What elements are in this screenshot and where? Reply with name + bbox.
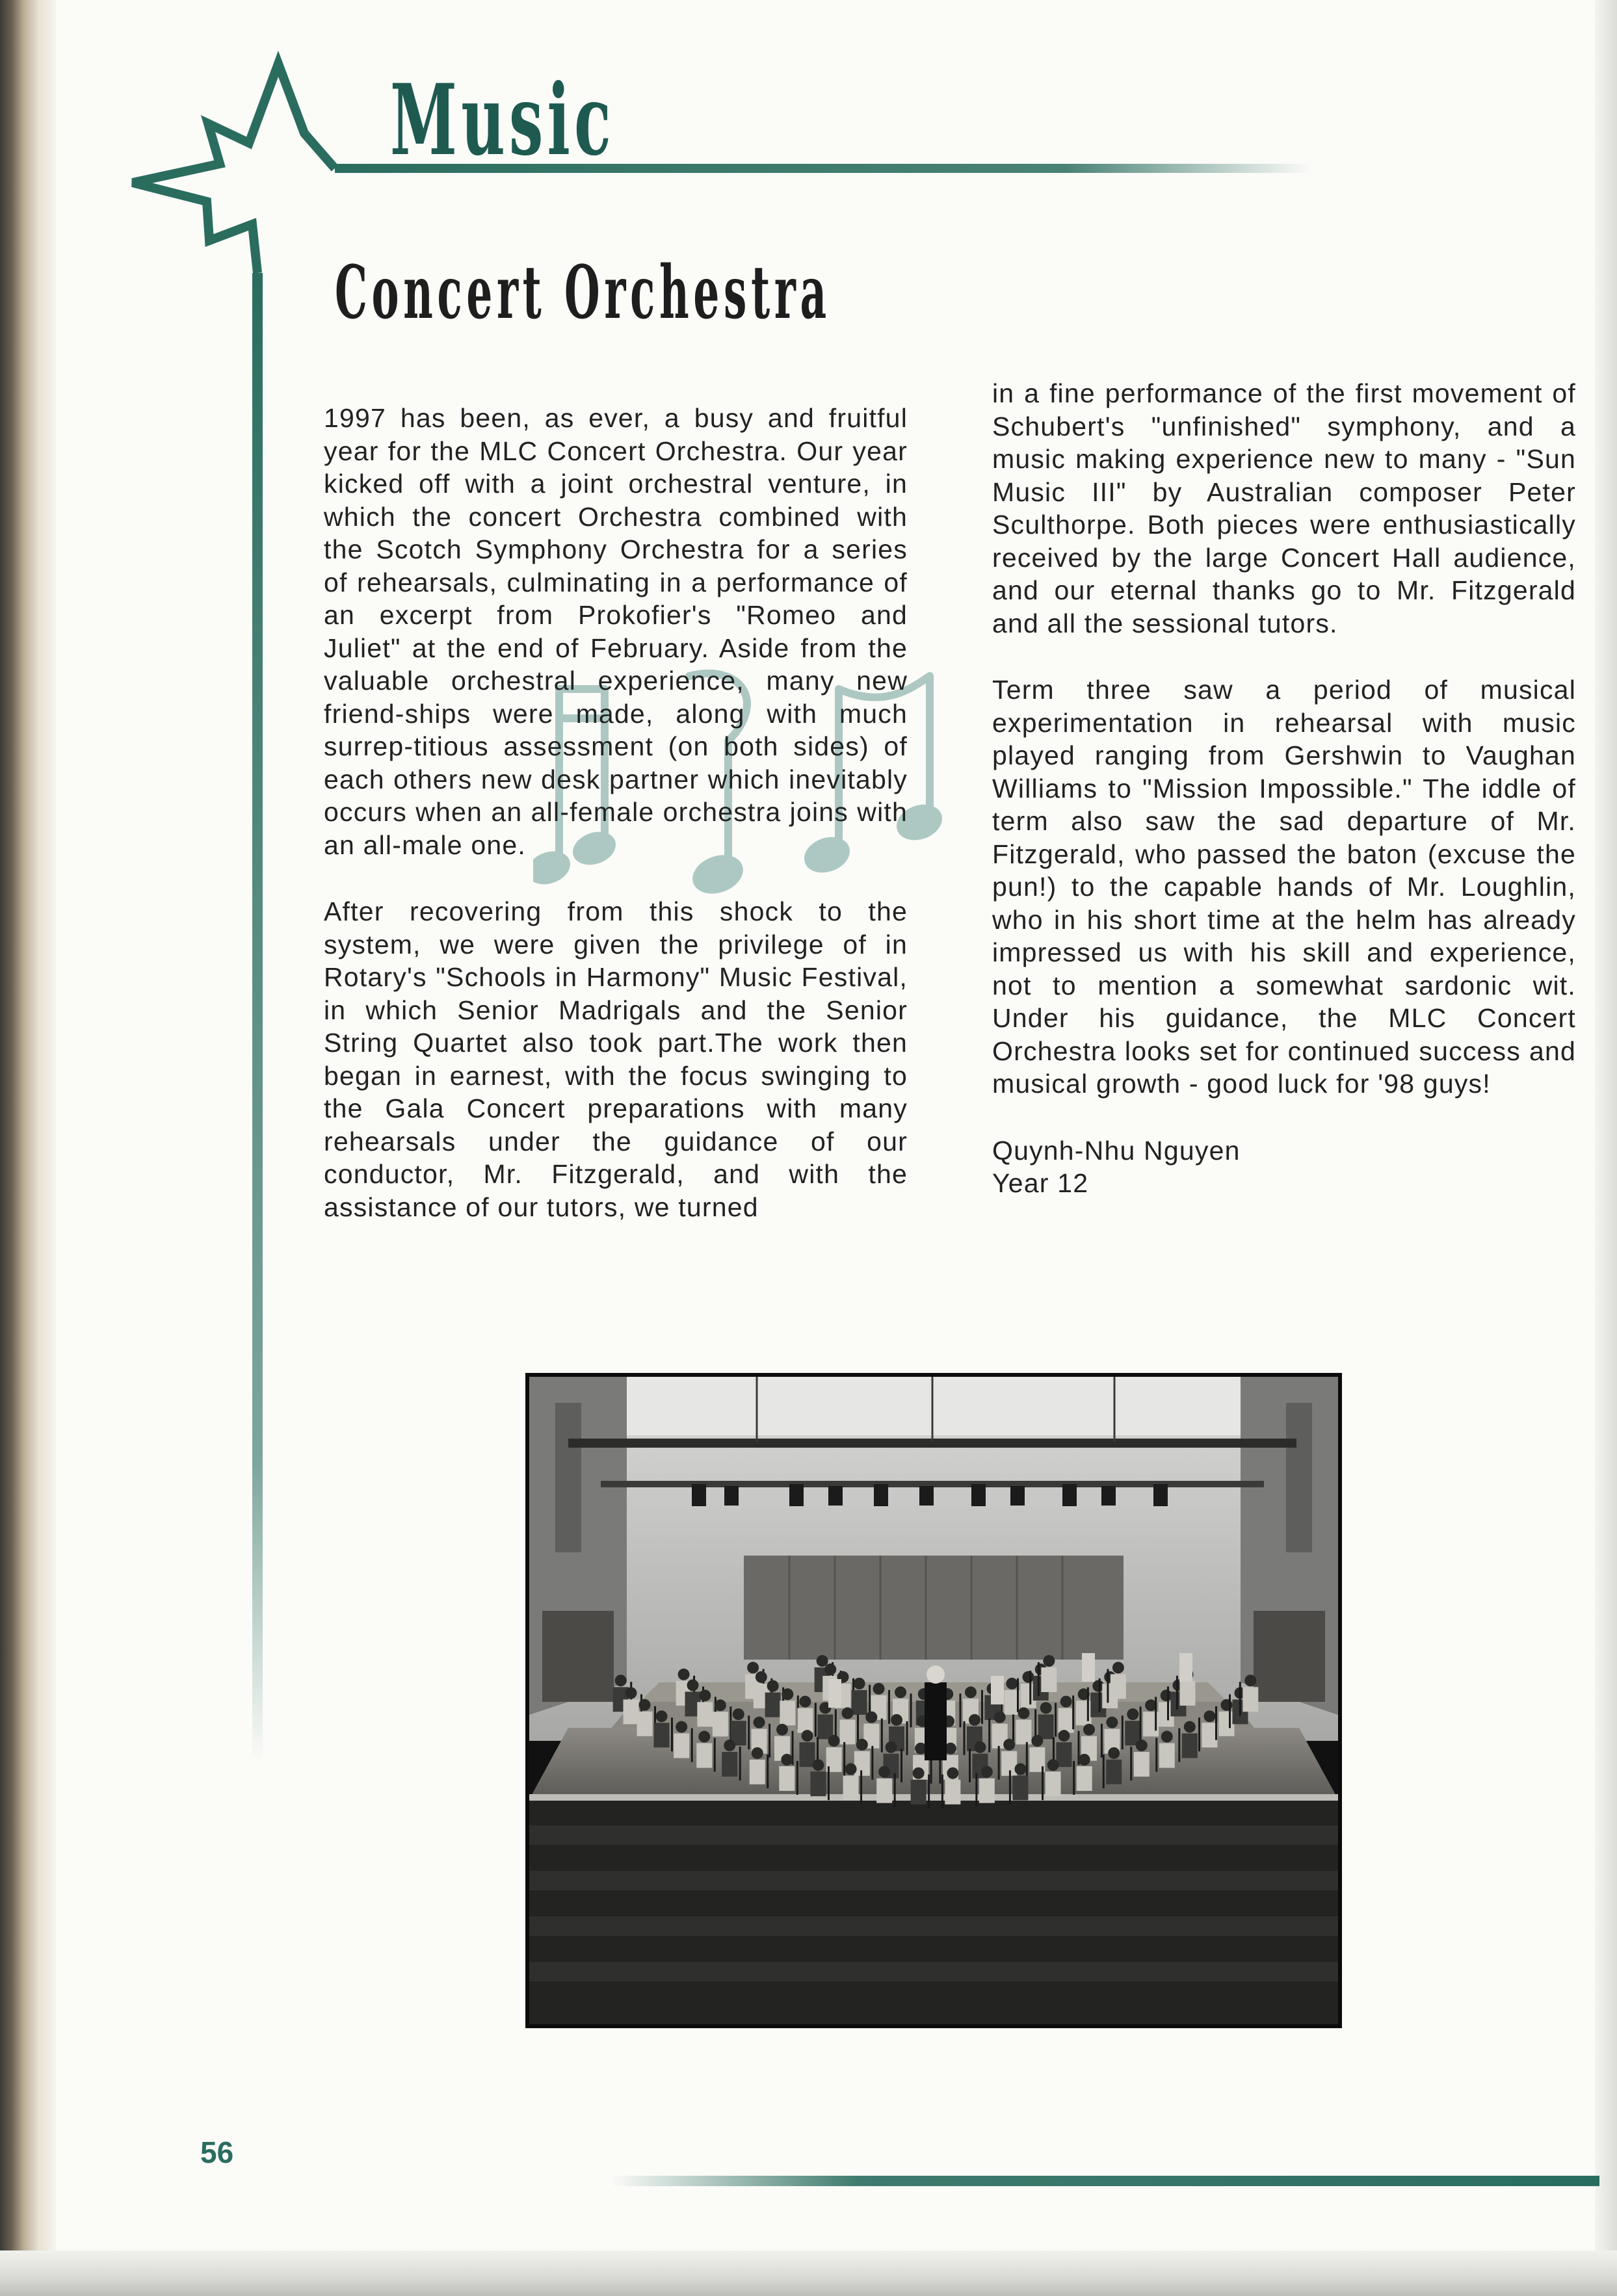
orchestra-player xyxy=(828,1679,841,1708)
orchestra-player-head xyxy=(799,1696,811,1708)
orchestra-player xyxy=(1159,1743,1175,1768)
orchestra-player xyxy=(852,1690,867,1715)
orchestra-player xyxy=(1045,1771,1061,1796)
orchestra-player-head xyxy=(639,1699,651,1711)
orchestra-player xyxy=(674,1734,689,1758)
orchestra-player xyxy=(1242,1687,1258,1712)
author-year: Year 12 xyxy=(992,1168,1089,1198)
orchestra-player xyxy=(876,1779,892,1803)
orchestra-player xyxy=(780,1701,795,1725)
orchestra-player-head xyxy=(1079,1754,1090,1766)
orchestra-player xyxy=(1077,1766,1092,1791)
orchestra-player-head xyxy=(776,1724,788,1736)
orchestra-player-head xyxy=(842,1707,854,1719)
orchestra-player-head xyxy=(994,1712,1006,1723)
orchestra-player-head xyxy=(854,1678,865,1689)
orchestra-player xyxy=(810,1771,826,1796)
orchestra-player xyxy=(945,1780,960,1805)
orchestra-player-head xyxy=(885,1742,897,1753)
orchestra-player xyxy=(840,1719,856,1744)
orchestra-player-head xyxy=(754,1717,765,1729)
orchestra-player xyxy=(979,1779,995,1803)
orchestra-player xyxy=(797,1708,813,1733)
orchestra-player xyxy=(654,1723,670,1747)
orchestra-player-head xyxy=(782,1688,793,1700)
orchestra-player xyxy=(1182,1734,1198,1758)
orchestra-player-head xyxy=(828,1735,840,1747)
orchestra-player xyxy=(1012,1775,1028,1800)
orchestra-player-head xyxy=(715,1699,726,1711)
article-column-right xyxy=(992,377,1576,1200)
orchestra-player xyxy=(696,1743,712,1768)
orchestra-photo xyxy=(525,1373,1342,2028)
orchestra-player xyxy=(1058,1708,1074,1733)
orchestra-player-head xyxy=(856,1739,868,1751)
orchestra-player-head xyxy=(698,1731,710,1743)
orchestra-player-head xyxy=(802,1730,813,1742)
orchestra-player-head xyxy=(1043,1655,1055,1667)
orchestra-player xyxy=(750,1760,765,1784)
orchestra-player xyxy=(991,1676,1004,1704)
orchestra-player-head xyxy=(878,1766,890,1778)
orchestra-player xyxy=(1076,1701,1092,1725)
orchestra-player xyxy=(1016,1719,1031,1744)
orchestra-player xyxy=(765,1693,781,1717)
orchestra-player-head xyxy=(1058,1730,1070,1742)
orchestra-player-head xyxy=(824,1663,836,1675)
orchestra-player-head xyxy=(913,1768,925,1779)
orchestra-player-head xyxy=(1184,1721,1196,1733)
orchestra-player-head xyxy=(812,1759,824,1771)
orchestra-player xyxy=(697,1702,713,1727)
orchestra-player-head xyxy=(947,1768,958,1779)
orchestra-player-head xyxy=(817,1655,828,1667)
orchestra-player-head xyxy=(1161,1731,1173,1743)
orchestra-player xyxy=(779,1766,795,1791)
orchestra-player-head xyxy=(1136,1740,1148,1751)
orchestra-player-head xyxy=(1161,1689,1172,1701)
orchestra-player-head xyxy=(1003,1739,1015,1751)
orchestra-player-head xyxy=(865,1712,877,1723)
orchestra-player-head xyxy=(678,1669,690,1680)
orchestra-player xyxy=(1179,1653,1192,1682)
author-name: Quynh-Nhu Nguyen xyxy=(992,1135,1241,1166)
orchestra-player-head xyxy=(873,1683,885,1695)
orchestra-player xyxy=(1038,1714,1054,1739)
orchestra-player xyxy=(624,1699,639,1724)
orchestra-player xyxy=(1134,1752,1150,1777)
orchestra-player-head xyxy=(1083,1724,1095,1736)
orchestra-player xyxy=(1041,1667,1057,1692)
orchestra-player-head xyxy=(699,1689,711,1701)
orchestra-player xyxy=(1111,1674,1126,1699)
article-title: Concert Orchestra xyxy=(335,250,831,335)
orchestra-player-head xyxy=(1022,1671,1034,1683)
orchestra-player-head xyxy=(1014,1763,1026,1775)
orchestra-player-head xyxy=(975,1742,986,1753)
article-column-left xyxy=(324,402,908,1223)
orchestra-player-head xyxy=(752,1747,763,1759)
orchestra-player-head xyxy=(1006,1678,1018,1689)
orchestra-player xyxy=(1179,1681,1195,1706)
orchestra-player xyxy=(1218,1712,1234,1736)
orchestra-player xyxy=(911,1780,927,1805)
paragraph: 1997 has been, as ever, a busy and fruitful year for the MLC Concert Orchestra. Our year kicked off with a joint orchestral venture, in which the concert Orchestra combined with the Scotch Symphony Orchestra for a series of rehearsals, culminating in a performance of an excerpt from Prokofier's "Romeo and Juliet" at the end of February. Aside from the valuable orchestral experience, many new friend-ships were made, along with much surrep-titious assessment (on both sides) of each others new desk partner which inevitably occurs when an all-female orchestra joins with an all-male one. xyxy=(324,403,908,860)
orchestra-player xyxy=(1082,1653,1095,1682)
orchestra-player-head xyxy=(615,1675,627,1686)
orchestra-player-head xyxy=(1018,1707,1029,1719)
page-number: 56 xyxy=(200,2135,234,2169)
paragraph: After recovering from this shock to the system, we were given the privilege of in Rotary's "Schools in Harmony" Music Festival, in which Senior Madrigals and the Senior String Quartet also took part.The work then began in earnest, with the focus swinging to the Gala Concert preparations with many rehearsals under the guidance of our conductor, Mr. Fitzgerald, and with the assistance of our tutors, we turned xyxy=(324,896,908,1222)
orchestra-player-head xyxy=(1203,1710,1215,1722)
paragraph: in a fine performance of the first movement of Schubert's "unfinished" symphony, and a music making experience new to many - "Sun Music III" by Australian composer Peter Sculthorpe. Both pieces were enthusiastically received by the large Concert Hall audience, and our eternal thanks go to Mr. Fitzgerald and all the sessional tutors. xyxy=(992,378,1576,638)
orchestra-player-head xyxy=(676,1721,687,1733)
orchestra-player-head xyxy=(891,1714,902,1726)
orchestra-player-head xyxy=(1244,1675,1256,1686)
orchestra-player xyxy=(1106,1760,1122,1784)
orchestra-player-head xyxy=(845,1763,857,1775)
orchestra-player-head xyxy=(625,1687,637,1699)
orchestra-player-head xyxy=(767,1680,779,1692)
orchestra-player-head xyxy=(969,1714,980,1726)
orchestra-player-head xyxy=(724,1740,735,1751)
paragraph: Term three saw a period of musical experimentation in rehearsal with music played ranging from Gershwin to Vaughan Williams to "Mission Impossible." The iddle of term also saw the sad departure of Mr. Fitzgerald, who passed the baton (excuse the pun!) to the capable hands of Mr. Loughlin, who in his short time at the helm has already impressed us with his skill and experience, not to mention a somewhat sardonic wit. Under his guidance, the MLC Concert Orchestra looks set for continued success and musical growth - good luck for '98 guys! xyxy=(992,675,1576,1099)
orchestra-player-head xyxy=(781,1754,793,1766)
section-title: Music xyxy=(390,63,615,177)
orchestra-player-head xyxy=(733,1708,744,1720)
orchestra-player-head xyxy=(1060,1696,1072,1708)
orchestra-player-head xyxy=(1031,1735,1043,1747)
orchestra-player xyxy=(722,1752,737,1777)
orchestra-player xyxy=(843,1775,859,1800)
orchestra-player-head xyxy=(1040,1702,1052,1714)
orchestra-player-head xyxy=(981,1766,993,1778)
orchestra-player-head xyxy=(895,1686,906,1698)
orchestra-player-head xyxy=(1106,1717,1118,1729)
orchestra-player xyxy=(1202,1723,1217,1747)
orchestra-player-head xyxy=(1047,1759,1059,1771)
orchestra-player-head xyxy=(756,1671,767,1683)
orchestra-player-head xyxy=(965,1686,977,1698)
orchestra-player-head xyxy=(1108,1747,1120,1759)
orchestra-player-head xyxy=(1112,1662,1124,1673)
orchestra-player-head xyxy=(747,1662,759,1673)
orchestra-player-head xyxy=(656,1710,668,1722)
orchestra-player xyxy=(637,1712,653,1736)
orchestra-player xyxy=(817,1714,833,1739)
orchestra-player-head xyxy=(1127,1708,1138,1720)
orchestra-player xyxy=(713,1712,728,1736)
orchestra-player-head xyxy=(687,1679,699,1691)
